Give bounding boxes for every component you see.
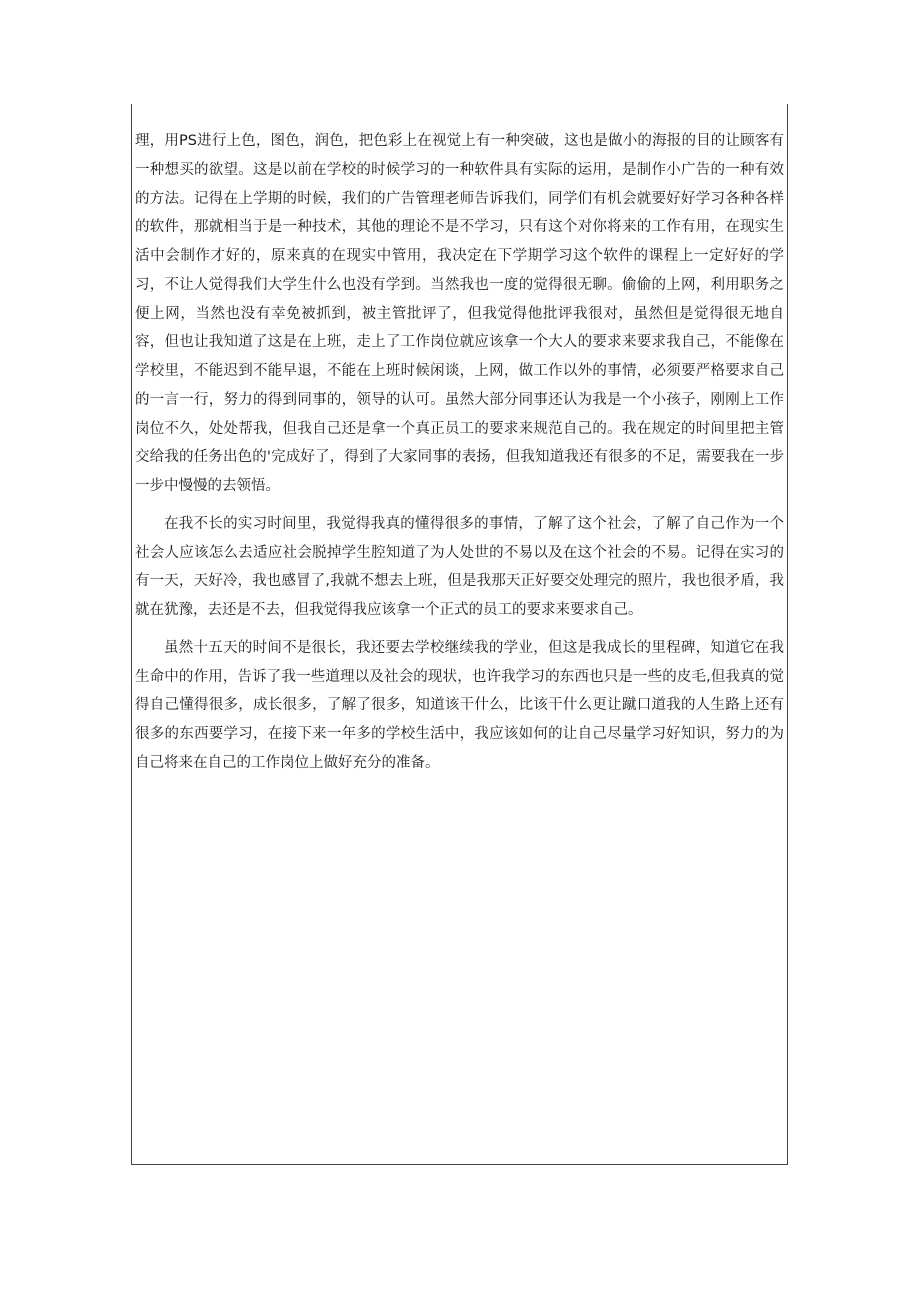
paragraph-continuation: 理，用PS进行上色，图色，润色，把色彩上在视觉上有一种突破，这也是做小的海报的目的让顾客有一种想买的欲望。这是以前在学校的时候学习的一种软件具有实际的运用，是制作小广告的一种有效的方法。记得在上学期的时候，我们的广告管理老师告诉我们，同学们有机会就要好好学习各种各样的软件，那就相当于是一种技术，其他的理论不是不学习，只有这个对你将来的工作有用，在现实生活中会制作才好的，原来真的在现实中管用，我决定在下学期学习这个软件的课程上一定好好的学习，不让人觉得我们大学生什么也没有学到。当然我也一度的觉得很无聊。偷偷的上网，利用职务之便上网，当然也没有幸免被抓到，被主管批评了，但我觉得他批评我很对，虽然但是觉得很无地自容，但也让我知道了这是在上班，走上了工作岗位就应该拿一个大人的要求来要求我自己，不能像在学校里，不能迟到不能早退，不能在上班时候闲谈，上网，做工作以外的事情，必须要严格要求自己的一言一行，努力的得到同事的，领导的认可。虽然大部分同事还认为我是一个小孩子，刚刚上工作岗位不久，处处帮我，但我自己还是拿一个真正员工的要求来规范自己的。我在规定的时间里把主管交给我的任务出色的'完成好了，得到了大家同事的表扬，但我知道我还有很多的不足，需要我在一步一步中慢慢的去领悟。 bbox=[135, 133, 784, 494]
document-body bbox=[135, 127, 784, 778]
document-frame bbox=[131, 104, 788, 1165]
paragraph-internship-reflection: 在我不长的实习时间里，我觉得我真的懂得很多的事情，了解了这个社会，了解了自己作为一个社会人应该怎么去适应社会脱掉学生腔知道了为人处世的不易以及在这个社会的不易。记得在实习的有一天，天好冷，我也感冒了,我就不想去上班，但是我那天正好要交处理完的照片，我也很矛盾，我就在犹豫，去还是不去，但我觉得我应该拿一个正式的员工的要求来要求自己。 bbox=[135, 515, 784, 618]
paragraph-conclusion: 虽然十五天的时间不是很长，我还要去学校继续我的学业，但这是我成长的里程碑，知道它在我生命中的作用，告诉了我一些道理以及社会的现状，也许我学习的东西也只是一些的皮毛,但我真的觉得自己懂得很多，成长很多，了解了很多，知道该干什么，比该干什么更让蹴口道我的人生路上还有很多的东西要学习，在接下来一年多的学校生活中，我应该如何的让自己尽量学习好知识，努力的为自己将来在自己的工作岗位上做好充分的准备。 bbox=[135, 639, 784, 771]
